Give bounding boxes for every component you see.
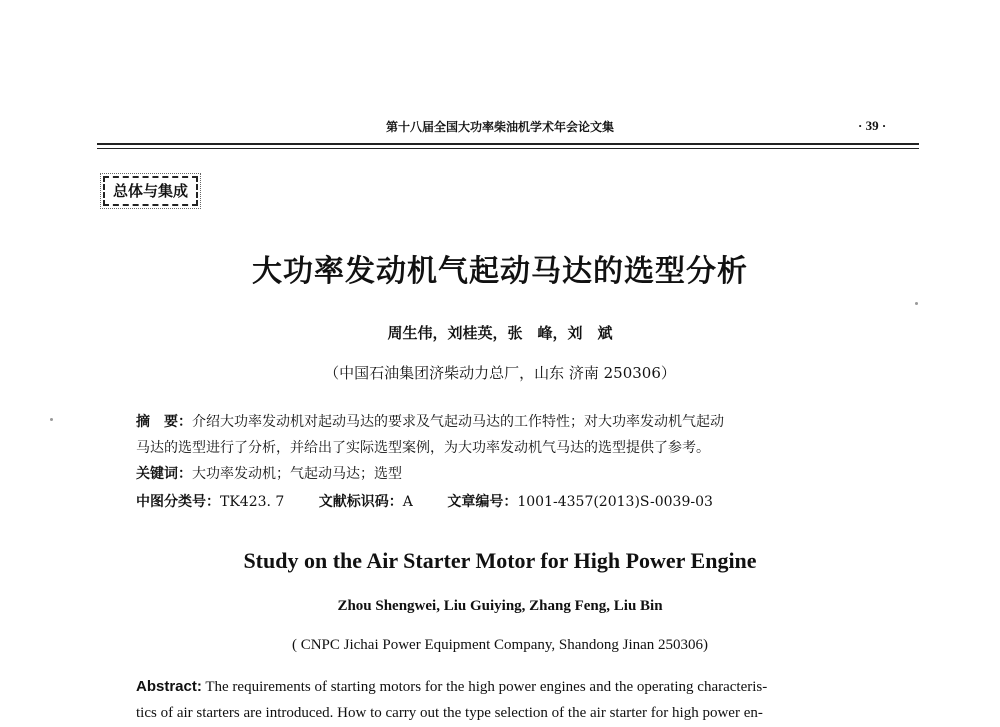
section-tag: 总体与集成 (103, 176, 198, 206)
journal-header: 第十八届全国大功率柴油机学术年会论文集 (385, 120, 614, 134)
clc-value: TK423. 7 (220, 494, 285, 510)
doc-code-label: 文献标识码： (318, 494, 403, 510)
chinese-abstract-line-2: 马达的选型进行了分析，并给出了实际选型案例，为大功率发动机气马达的选型提供了参考。 (136, 440, 710, 456)
article-no-label: 文章编号： (447, 494, 518, 510)
abstract-text: 介绍大功率发动机对起动马达的要求及气起动马达的工作特性；对大功率发动机气起动 (192, 414, 724, 430)
english-authors: Zhou Shengwei, Liu Guiying, Zhang Feng, Liu Bin (337, 598, 663, 614)
english-abstract-line-1 (136, 678, 911, 696)
header-rule-thin (97, 148, 919, 149)
classification-line (136, 491, 906, 511)
chinese-title: 大功率发动机气起动马达的选型分析 (252, 254, 748, 289)
scan-speck (915, 302, 918, 305)
english-title: Study on the Air Starter Motor for High Power Engine (243, 548, 757, 573)
abstract-label: 摘 要： (136, 414, 192, 430)
chinese-authors: 周生伟，刘桂英，张 峰，刘 斌 (387, 324, 613, 342)
clc-label: 中图分类号： (136, 494, 220, 510)
english-abstract-line-2: tics of air starters are introduced. How to carry out the type selection of the air starter for high power en- (136, 705, 763, 721)
keywords-label: 关键词： (136, 466, 192, 482)
page-number: · 39 · (858, 118, 887, 133)
english-affiliation: ( CNPC Jichai Power Equipment Company, Shandong Jinan 250306) (291, 637, 709, 653)
chinese-affiliation: （中国石油集团济柴动力总厂，山东 济南 250306） (324, 364, 676, 382)
document-code (319, 491, 413, 511)
chinese-abstract-line-1 (136, 411, 906, 431)
doc-code-value: A (402, 494, 413, 510)
keywords-text: 大功率发动机；气起动马达；选型 (192, 466, 402, 482)
article-number (447, 491, 713, 511)
chinese-keywords (136, 463, 906, 483)
english-abstract-label: Abstract: (136, 678, 202, 695)
english-abstract-text: The requirements of starting motors for the high power engines and the operating characteris- (205, 679, 768, 695)
header-rule-thick (97, 143, 919, 145)
article-no-value: 1001-4357(2013)S-0039-03 (517, 494, 713, 510)
clc-number (136, 491, 284, 511)
scan-speck (50, 418, 53, 421)
